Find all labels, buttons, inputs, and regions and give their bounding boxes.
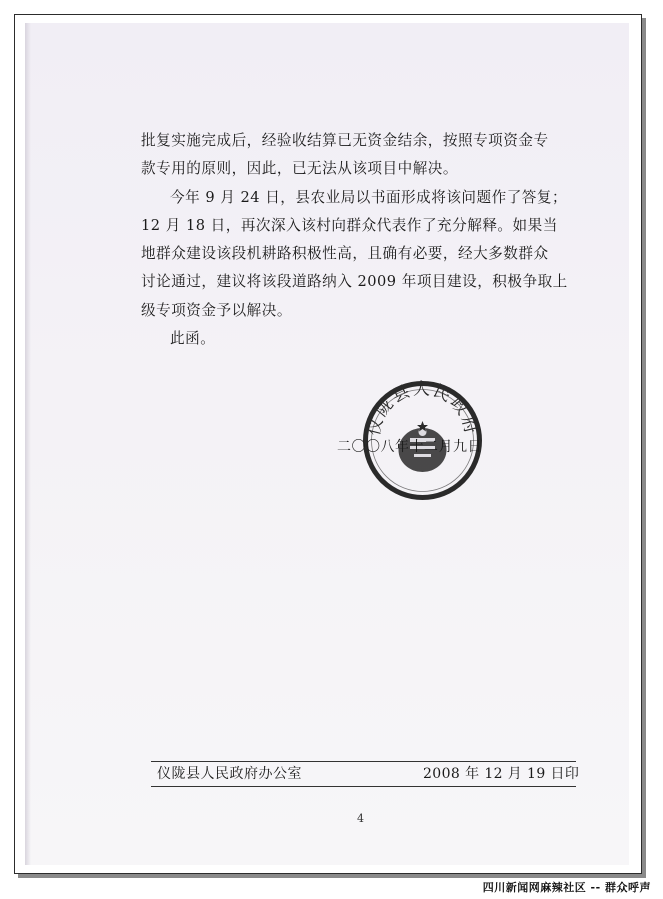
closing-line: 此函。 xyxy=(170,330,216,348)
scan-frame xyxy=(14,14,642,874)
body-line-5: 地群众建设该段机耕路积极性高，且确有必要，经大多数群众 xyxy=(141,245,549,263)
body-line-4: 12 月 18 日，再次深入该村向群众代表作了充分解释。如果当 xyxy=(141,216,558,234)
svg-text:仪陇县人民政府: 仪陇县人民政府 xyxy=(363,379,482,438)
signature-date: 二〇〇八年十二月九日 xyxy=(337,439,482,455)
source-watermark: 四川新闻网麻辣社区 -- 群众呼声 xyxy=(482,881,651,894)
page-edge-shadow xyxy=(25,23,31,865)
issuer-office: 仪陇县人民政府办公室 xyxy=(157,766,302,782)
body-line-2: 款专用的原则，因此，已无法从该项目中解决。 xyxy=(141,160,458,178)
footer-rule-bottom xyxy=(151,786,576,787)
body-line-3: 今年 9 月 24 日，县农业局以书面形成将该问题作了答复； xyxy=(170,188,568,206)
body-line-1: 批复实施完成后，经验收结算已无资金结余，按照专项资金专 xyxy=(141,132,549,149)
body-line-7: 级专项资金予以解决。 xyxy=(141,301,292,319)
footer-rule-top xyxy=(151,761,576,762)
page-number: 4 xyxy=(357,812,364,825)
letter-body xyxy=(141,127,571,353)
print-date: 2008 年 12 月 19 日印 xyxy=(423,766,580,782)
body-line-6: 讨论通过，建议将该段道路纳入 2009 年项目建设，积极争取上 xyxy=(141,273,568,291)
